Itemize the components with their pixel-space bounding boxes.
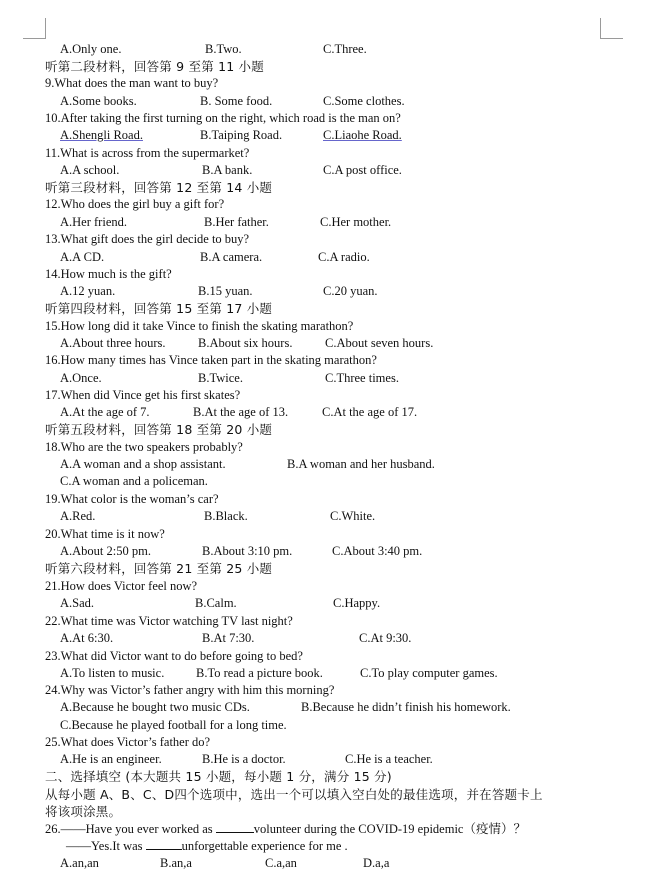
- q26-option-d: D.a,a: [363, 856, 390, 870]
- q19-text: 19.What color is the woman’s car?: [45, 492, 219, 506]
- q24-option-c: C.Because he played football for a long time.: [60, 718, 287, 732]
- q26-line2-before: ——Yes.It was: [66, 839, 146, 853]
- q23-option-c: C.To play computer games.: [360, 666, 498, 680]
- q16-option-b: B.Twice.: [198, 371, 243, 385]
- q26-option-a: A.an,an: [60, 856, 99, 870]
- q9-option-a: A.Some books.: [60, 94, 137, 108]
- q8-option-c: C.Three.: [323, 42, 367, 56]
- section6-header: 听第六段材料，回答第 21 至第 25 小题: [45, 561, 273, 576]
- q22-option-b: B.At 7:30.: [202, 631, 255, 645]
- q19-option-b: B.Black.: [204, 509, 248, 523]
- q11-option-b: B.A bank.: [202, 163, 253, 177]
- q10-option-b: B.Taiping Road.: [200, 128, 283, 142]
- q23-option-b: B.To read a picture book.: [196, 666, 323, 680]
- q14-option-b: B.15 yuan.: [198, 284, 253, 298]
- q14-option-c: C.20 yuan.: [323, 284, 378, 298]
- q15-option-b: B.About six hours.: [198, 336, 293, 350]
- q25-option-b: B.He is a doctor.: [202, 752, 286, 766]
- part2-instructions-line2: 将该项涂黑。: [45, 804, 122, 819]
- q17-text: 17.When did Vince get his first skates?: [45, 388, 241, 402]
- q18-option-b: B.A woman and her husband.: [287, 457, 435, 471]
- q16-text: 16.How many times has Vince taken part in the skating marathon?: [45, 353, 377, 367]
- q22-option-a: A.At 6:30.: [60, 631, 114, 645]
- q20-option-b: B.About 3:10 pm.: [202, 544, 293, 558]
- q12-text: 12.Who does the girl buy a gift for?: [45, 197, 225, 211]
- q24-text: 24.Why was Victor’s father angry with him this morning?: [45, 683, 335, 697]
- q14-text: 14.How much is the gift?: [45, 267, 172, 281]
- q26-blank-1: [216, 821, 254, 833]
- q9-option-c: C.Some clothes.: [323, 94, 405, 108]
- q13-text: 13.What gift does the girl decide to buy?: [45, 232, 250, 246]
- q16-option-c: C.Three times.: [325, 371, 399, 385]
- q26-blank-2: [146, 838, 182, 850]
- q11-option-c: C.A post office.: [323, 163, 402, 177]
- q21-option-b: B.Calm.: [195, 596, 237, 610]
- q15-text: 15.How long did it take Vince to finish the skating marathon?: [45, 319, 354, 333]
- q21-option-a: A.Sad.: [60, 596, 95, 610]
- part2-instructions-line1: 从每小题 A、B、C、D四个选项中，选出一个可以填入空白处的最佳选项，并在答题卡上: [45, 787, 543, 802]
- q14-option-a: A.12 yuan.: [60, 284, 116, 298]
- part2-title: 二、选择填空 (本大题共 15 小题，每小题 1 分，满分 15 分): [45, 769, 392, 784]
- q22-text: 22.What time was Victor watching TV last night?: [45, 614, 293, 628]
- q18-text: 18.Who are the two speakers probably?: [45, 440, 243, 454]
- q18-option-a: A.A woman and a shop assistant.: [60, 457, 226, 471]
- q24-option-a: A.Because he bought two music CDs.: [60, 700, 250, 714]
- q10-option-a: A.Shengli Road.: [60, 128, 143, 142]
- section3-header: 听第三段材料，回答第 12 至第 14 小题: [45, 180, 273, 195]
- q17-option-c: C.At the age of 17.: [322, 405, 418, 419]
- q20-option-a: A.About 2:50 pm.: [60, 544, 151, 558]
- q18-option-c: C.A woman and a policeman.: [60, 474, 208, 488]
- q13-option-c: C.A radio.: [318, 250, 370, 264]
- q26-line1-after: volunteer during the COVID-19 epidemic（疫情）？: [253, 822, 526, 836]
- q12-option-a: A.Her friend.: [60, 215, 127, 229]
- q8-option-a: A.Only one.: [60, 42, 122, 56]
- q8-option-b: B.Two.: [205, 42, 242, 56]
- q20-option-c: C.About 3:40 pm.: [332, 544, 423, 558]
- q13-option-a: A.A CD.: [60, 250, 105, 264]
- q26-option-c: C.a,an: [265, 856, 297, 870]
- q9-option-b: B. Some food.: [200, 94, 273, 108]
- q25-option-a: A.He is an engineer.: [60, 752, 162, 766]
- q9-text: 9.What does the man want to buy?: [45, 76, 219, 90]
- q19-option-c: C.White.: [330, 509, 376, 523]
- q25-text: 25.What does Victor’s father do?: [45, 735, 211, 749]
- q15-option-a: A.About three hours.: [60, 336, 166, 350]
- q11-option-a: A.A school.: [60, 163, 120, 177]
- q16-option-a: A.Once.: [60, 371, 102, 385]
- q20-text: 20.What time is it now?: [45, 527, 165, 541]
- q17-option-a: A.At the age of 7.: [60, 405, 150, 419]
- q13-option-b: B.A camera.: [200, 250, 263, 264]
- q25-option-c: C.He is a teacher.: [345, 752, 433, 766]
- q26-line2-after: unforgettable experience for me .: [181, 839, 348, 853]
- section2-header: 听第二段材料，回答第 9 至第 11 小题: [45, 59, 264, 74]
- section5-header: 听第五段材料，回答第 18 至第 20 小题: [45, 422, 273, 437]
- page-corner-mark-top-right: [600, 18, 623, 39]
- q22-option-c: C.At 9:30.: [359, 631, 412, 645]
- q17-option-b: B.At the age of 13.: [193, 405, 289, 419]
- section4-header: 听第四段材料，回答第 15 至第 17 小题: [45, 301, 273, 316]
- q26-line1-before: 26.——Have you ever worked as: [45, 822, 216, 836]
- page-corner-mark-top-left: [23, 18, 46, 39]
- q26-line2: [66, 838, 348, 855]
- q15-option-c: C.About seven hours.: [325, 336, 434, 350]
- q23-option-a: A.To listen to music.: [60, 666, 165, 680]
- q24-option-b: B.Because he didn’t finish his homework.: [301, 700, 511, 714]
- q12-option-b: B.Her father.: [204, 215, 269, 229]
- q23-text: 23.What did Victor want to do before going to bed?: [45, 649, 303, 663]
- q10-option-c: C.Liaohe Road.: [323, 128, 402, 142]
- q19-option-a: A.Red.: [60, 509, 96, 523]
- q12-option-c: C.Her mother.: [320, 215, 392, 229]
- q21-text: 21.How does Victor feel now?: [45, 579, 198, 593]
- q21-option-c: C.Happy.: [333, 596, 381, 610]
- q26-line1: [45, 821, 526, 838]
- q10-text: 10.After taking the first turning on the right, which road is the man on?: [45, 111, 401, 125]
- q26-option-b: B.an,a: [160, 856, 192, 870]
- q11-text: 11.What is across from the supermarket?: [45, 146, 250, 160]
